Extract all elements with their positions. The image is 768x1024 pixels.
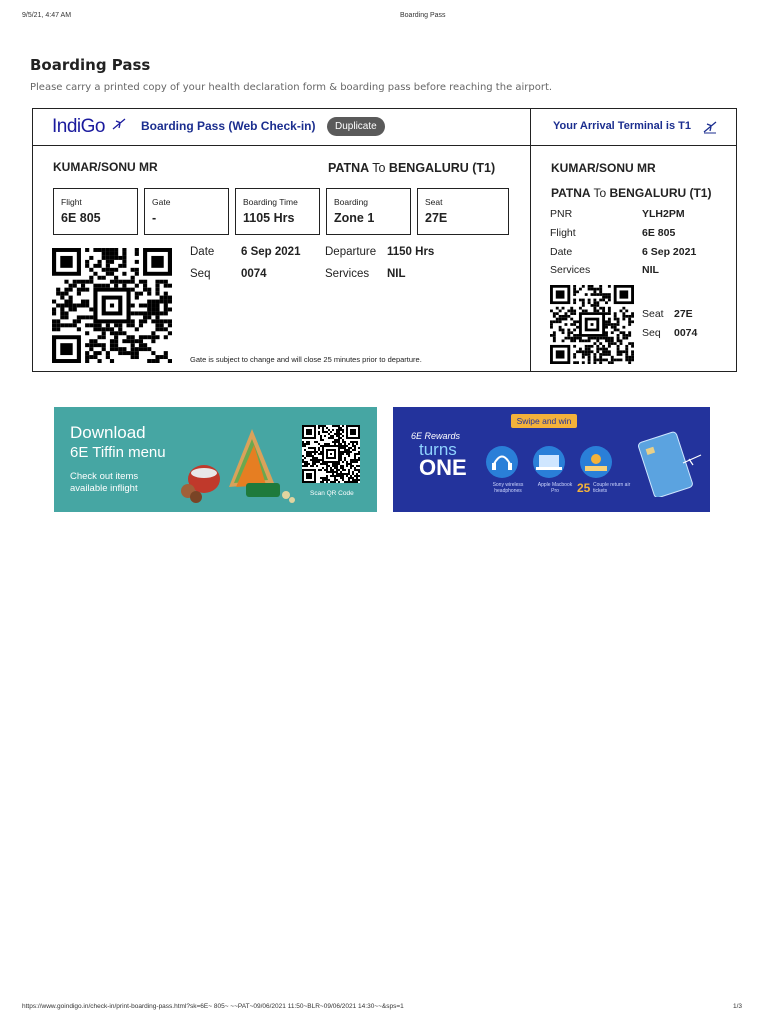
arrival-terminal: Your Arrival Terminal is T1 xyxy=(553,120,691,132)
boarding-time-value: 1105 Hrs xyxy=(243,211,295,225)
gate-box xyxy=(144,188,229,235)
boarding-zone-label: Boarding xyxy=(334,197,369,207)
boarding-qr-code xyxy=(52,248,172,363)
rewards-one: ONE xyxy=(419,455,467,480)
tiffin-line4: available inflight xyxy=(70,483,138,494)
boarding-time-label: Boarding Time xyxy=(243,197,298,207)
stub-seat-value: 27E xyxy=(674,308,693,320)
stub-pnr-value: YLH2PM xyxy=(642,208,685,220)
passenger-name: KUMAR/SONU MR xyxy=(53,160,158,174)
prize3-number: 25 xyxy=(577,481,591,495)
stub-flight-label: Flight xyxy=(550,227,576,239)
swipe-and-win-badge: Swipe and win xyxy=(511,414,577,428)
stub-flight-value: 6E 805 xyxy=(642,227,676,239)
credit-card-icon xyxy=(633,429,703,497)
plane-icon xyxy=(112,117,126,131)
print-page-number: 1/3 xyxy=(733,1003,743,1010)
seat-label: Seat xyxy=(425,197,443,207)
date-label: Date xyxy=(190,246,215,258)
stub-date-value: 6 Sep 2021 xyxy=(642,246,697,258)
stub-route-to: To xyxy=(593,186,607,200)
stub-seq-label: Seq xyxy=(642,327,661,339)
gate-value: - xyxy=(152,211,157,225)
flight-box xyxy=(53,188,138,235)
boarding-zone-value: Zone 1 xyxy=(334,211,375,225)
stub-route xyxy=(551,186,711,200)
flight-label: Flight xyxy=(61,197,82,207)
prize3: Couple return air tickets xyxy=(593,482,631,494)
prizes-icon xyxy=(485,445,625,479)
boarding-zone-box xyxy=(326,188,411,235)
print-url: https://www.goindigo.in/check-in/print-boarding-pass.html?sk=6E~ 805~ ~~PAT~09/06/2021 11:50~BLR~09/06/2021 14:30~~&sps=1 xyxy=(22,1003,404,1010)
route-to: To xyxy=(372,161,386,175)
stub-seq-value: 0074 xyxy=(674,327,698,339)
stub-date-label: Date xyxy=(550,246,573,258)
services-label: Services xyxy=(325,268,370,280)
plane-icon xyxy=(703,120,717,134)
prize1: Sony wireless headphones xyxy=(492,482,524,494)
page-subtitle: Please carry a printed copy of your health declaration form & boarding pass before reaching the airport. xyxy=(30,82,553,93)
stub-pnr-label: PNR xyxy=(550,208,573,220)
seq-label: Seq xyxy=(190,268,211,280)
stub-destination: BENGALURU (T1) xyxy=(609,186,712,200)
stub-origin: PATNA xyxy=(551,186,591,200)
services-value: NIL xyxy=(387,268,406,280)
boarding-time-box xyxy=(235,188,320,235)
seat-value: 27E xyxy=(425,211,448,225)
departure-value: 1150 Hrs xyxy=(387,246,435,258)
rewards-brand: 6E Rewards xyxy=(411,431,461,441)
flight-value: 6E 805 xyxy=(61,211,101,225)
stub-qr-code xyxy=(550,285,634,364)
tiffin-line1: Download xyxy=(70,423,146,442)
route xyxy=(328,161,495,175)
destination: BENGALURU (T1) xyxy=(388,161,496,175)
origin: PATNA xyxy=(328,161,369,175)
gate-note: Gate is subject to change and will close 25 minutes prior to departure. xyxy=(190,355,422,364)
stub-passenger-name: KUMAR/SONU MR xyxy=(551,161,656,175)
tiffin-line3: Check out items xyxy=(70,471,139,482)
tiffin-menu-banner[interactable] xyxy=(54,407,377,512)
indigo-logo: IndiGo xyxy=(52,116,105,137)
tiffin-qr-code xyxy=(302,425,360,483)
seq-value: 0074 xyxy=(241,268,267,280)
rewards-turns: turns xyxy=(419,440,457,459)
date-value: 6 Sep 2021 xyxy=(241,246,301,258)
tiffin-line2: 6E Tiffin menu xyxy=(70,444,166,461)
print-title: Boarding Pass xyxy=(400,12,446,19)
print-datetime: 9/5/21, 4:47 AM xyxy=(22,12,72,19)
food-illustration-icon xyxy=(174,417,304,509)
boarding-pass-card xyxy=(32,108,737,372)
boarding-pass-label: Boarding Pass (Web Check-in) xyxy=(141,119,316,133)
tiffin-qr-caption: Scan QR Code xyxy=(310,490,354,497)
stub-services-value: NIL xyxy=(642,264,659,276)
departure-label: Departure xyxy=(325,246,377,258)
duplicate-badge: Duplicate xyxy=(327,117,385,136)
prize2: Apple Macbook Pro xyxy=(537,482,573,494)
header-divider xyxy=(33,145,736,146)
gate-label: Gate xyxy=(152,197,171,207)
stub-divider xyxy=(530,109,531,371)
stub-services-label: Services xyxy=(550,264,591,276)
stub-seat-label: Seat xyxy=(642,308,664,320)
page-title: Boarding Pass xyxy=(30,56,151,74)
rewards-banner[interactable] xyxy=(393,407,710,512)
seat-box xyxy=(417,188,509,235)
